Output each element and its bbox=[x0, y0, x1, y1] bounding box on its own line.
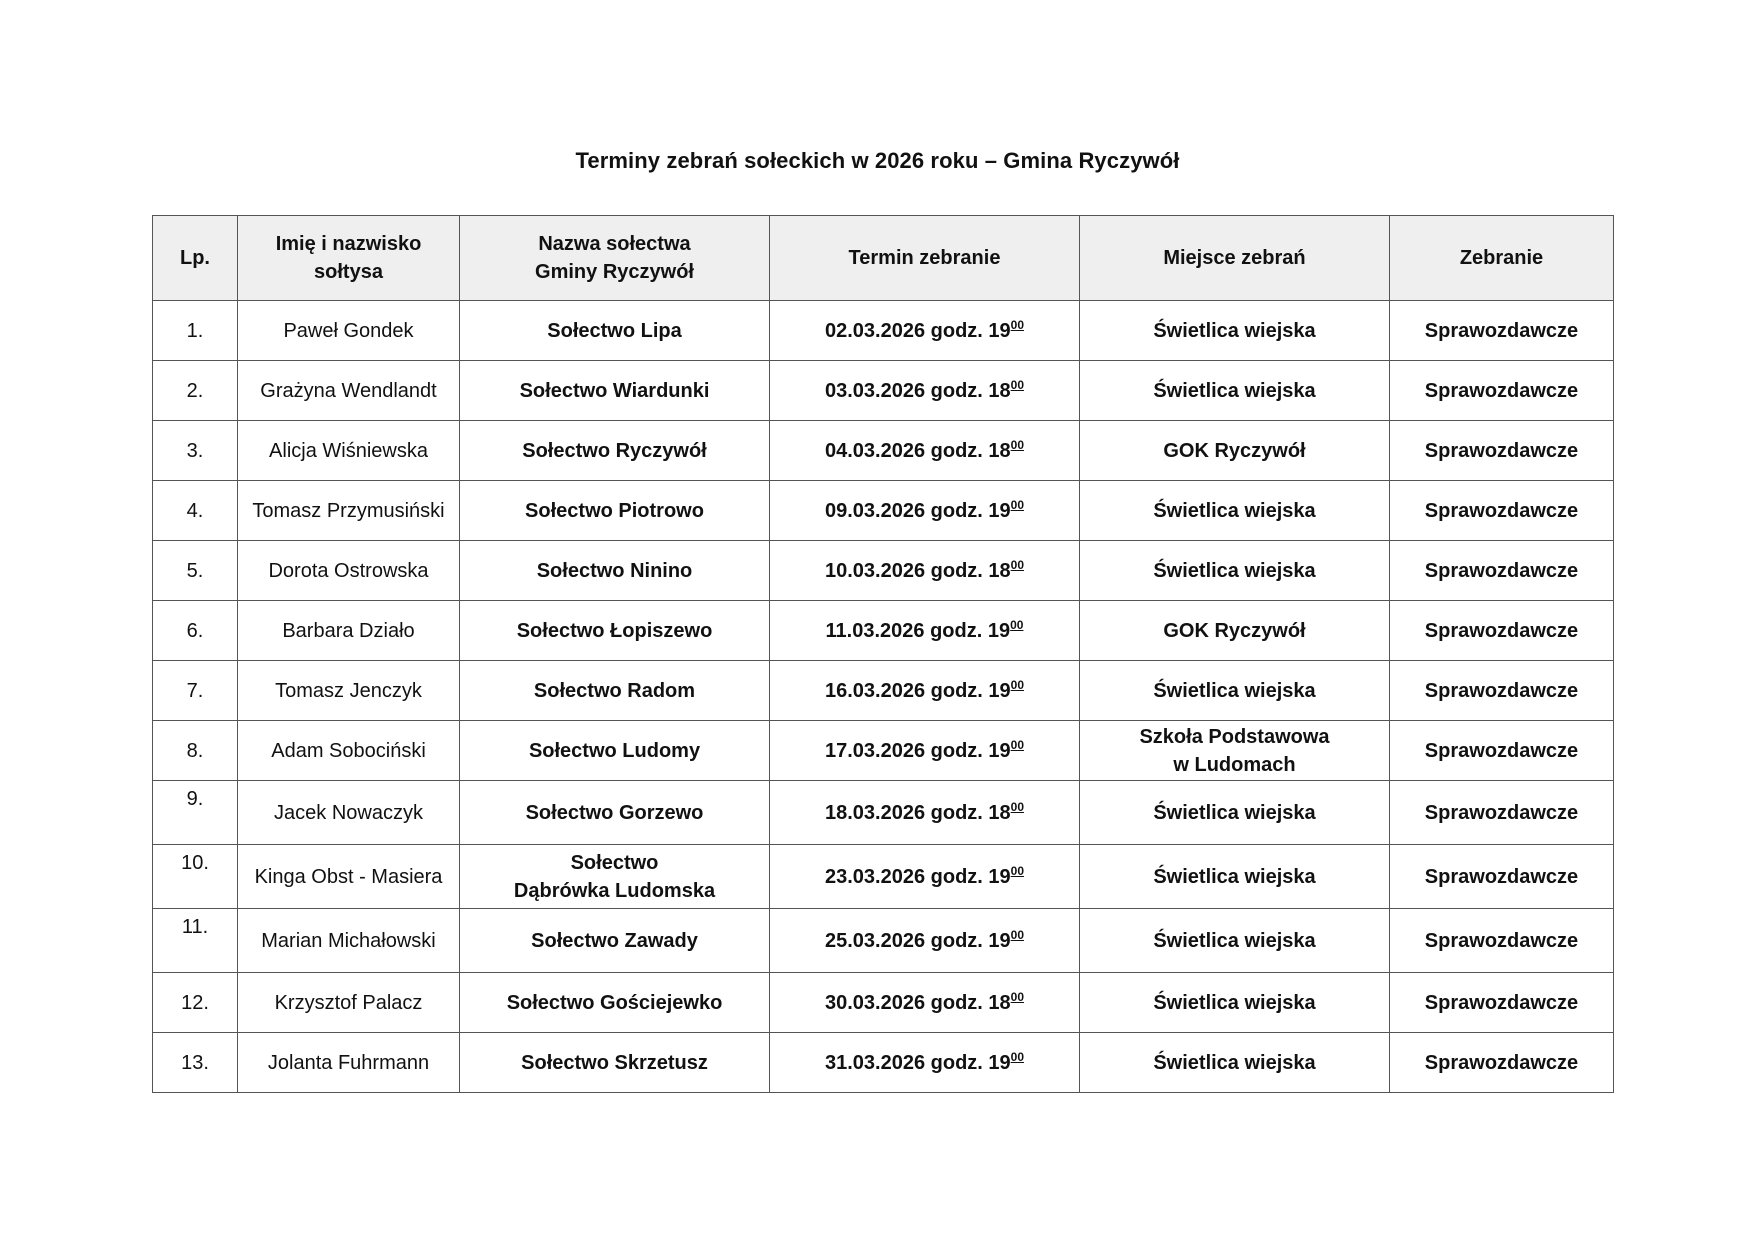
cell-place bbox=[1080, 845, 1390, 909]
cell-soltys-name: Jolanta Fuhrmann bbox=[238, 1033, 460, 1093]
cell-meeting-type: Sprawozdawcze bbox=[1390, 481, 1614, 541]
cell-place bbox=[1080, 973, 1390, 1033]
cell-village bbox=[460, 973, 770, 1033]
place-line: GOK Ryczywół bbox=[1163, 619, 1306, 642]
village-line: Sołectwo Wiardunki bbox=[519, 379, 710, 402]
table-row bbox=[153, 973, 1614, 1033]
meeting-minutes: 00 bbox=[1010, 989, 1025, 1004]
header-type bbox=[1390, 216, 1614, 301]
cell-place bbox=[1080, 301, 1390, 361]
table-row bbox=[153, 361, 1614, 421]
header-village-line-2: Gminy Ryczywół bbox=[535, 261, 694, 283]
cell-meeting-type: Sprawozdawcze bbox=[1390, 1033, 1614, 1093]
cell-village bbox=[460, 721, 770, 781]
header-place bbox=[1080, 216, 1390, 301]
table-row bbox=[153, 661, 1614, 721]
cell-lp: 13. bbox=[153, 1033, 238, 1093]
header-date bbox=[770, 216, 1080, 301]
meeting-minutes: 00 bbox=[1010, 863, 1025, 878]
meeting-minutes: 00 bbox=[1010, 377, 1025, 392]
cell-date bbox=[770, 421, 1080, 481]
meeting-date: 03.03.2026 godz. 18 bbox=[824, 379, 1011, 402]
place-line: Świetlica wiejska bbox=[1153, 991, 1316, 1014]
place-line: Świetlica wiejska bbox=[1153, 801, 1316, 824]
village-line: Sołectwo Ryczywół bbox=[522, 439, 707, 462]
cell-place bbox=[1080, 481, 1390, 541]
village-line: Sołectwo Gościejewko bbox=[506, 991, 723, 1014]
cell-meeting-type: Sprawozdawcze bbox=[1390, 973, 1614, 1033]
cell-meeting-type: Sprawozdawcze bbox=[1390, 661, 1614, 721]
table-row bbox=[153, 845, 1614, 909]
header-place-label: Miejsce zebrań bbox=[1163, 247, 1306, 269]
meeting-minutes: 00 bbox=[1010, 557, 1025, 572]
cell-meeting-type: Sprawozdawcze bbox=[1390, 301, 1614, 361]
village-line: Sołectwo Ninino bbox=[536, 559, 693, 582]
meeting-date: 16.03.2026 godz. 19 bbox=[824, 679, 1011, 702]
header-village-line-1: Nazwa sołectwa bbox=[538, 233, 691, 255]
cell-date bbox=[770, 781, 1080, 845]
village-line: Sołectwo Skrzetusz bbox=[521, 1051, 708, 1074]
table-row bbox=[153, 909, 1614, 973]
cell-date bbox=[770, 909, 1080, 973]
meeting-minutes: 00 bbox=[1010, 1049, 1025, 1064]
header-lp-label: Lp. bbox=[180, 247, 210, 269]
meeting-date: 18.03.2026 godz. 18 bbox=[824, 801, 1011, 824]
meeting-date: 25.03.2026 godz. 19 bbox=[824, 929, 1011, 952]
cell-lp: 9. bbox=[153, 781, 238, 845]
cell-place bbox=[1080, 721, 1390, 781]
cell-lp: 5. bbox=[153, 541, 238, 601]
cell-meeting-type: Sprawozdawcze bbox=[1390, 541, 1614, 601]
village-line: Dąbrówka Ludomska bbox=[513, 879, 716, 902]
header-lp bbox=[153, 216, 238, 301]
village-line: Sołectwo Gorzewo bbox=[525, 801, 704, 824]
cell-meeting-type: Sprawozdawcze bbox=[1390, 781, 1614, 845]
meeting-date: 09.03.2026 godz. 19 bbox=[824, 499, 1011, 522]
meeting-minutes: 00 bbox=[1010, 437, 1025, 452]
table-row bbox=[153, 601, 1614, 661]
table-row bbox=[153, 1033, 1614, 1093]
cell-place bbox=[1080, 361, 1390, 421]
meeting-date: 11.03.2026 godz. 19 bbox=[825, 619, 1011, 642]
meeting-date: 17.03.2026 godz. 19 bbox=[824, 739, 1011, 762]
place-line: Świetlica wiejska bbox=[1153, 679, 1316, 702]
cell-lp: 10. bbox=[153, 845, 238, 909]
cell-soltys-name: Marian Michałowski bbox=[238, 909, 460, 973]
cell-lp: 12. bbox=[153, 973, 238, 1033]
table-header-row bbox=[153, 216, 1614, 301]
cell-soltys-name: Paweł Gondek bbox=[238, 301, 460, 361]
cell-date bbox=[770, 973, 1080, 1033]
cell-soltys-name: Barbara Działo bbox=[238, 601, 460, 661]
cell-soltys-name: Krzysztof Palacz bbox=[238, 973, 460, 1033]
place-line: Szkoła Podstawowa bbox=[1139, 725, 1330, 748]
meeting-minutes: 00 bbox=[1010, 497, 1025, 512]
cell-place bbox=[1080, 1033, 1390, 1093]
table-row bbox=[153, 481, 1614, 541]
village-line: Sołectwo Łopiszewo bbox=[516, 619, 713, 642]
place-line: GOK Ryczywół bbox=[1163, 439, 1306, 462]
table-row bbox=[153, 301, 1614, 361]
cell-village bbox=[460, 301, 770, 361]
cell-date bbox=[770, 661, 1080, 721]
cell-lp: 6. bbox=[153, 601, 238, 661]
meeting-date: 31.03.2026 godz. 19 bbox=[824, 1051, 1011, 1074]
cell-village bbox=[460, 781, 770, 845]
meeting-date: 04.03.2026 godz. 18 bbox=[824, 439, 1011, 462]
cell-date bbox=[770, 301, 1080, 361]
cell-soltys-name: Tomasz Jenczyk bbox=[238, 661, 460, 721]
cell-place bbox=[1080, 541, 1390, 601]
meeting-date: 02.03.2026 godz. 19 bbox=[824, 319, 1011, 342]
cell-village bbox=[460, 541, 770, 601]
cell-village bbox=[460, 1033, 770, 1093]
village-line: Sołectwo bbox=[570, 851, 659, 874]
header-name bbox=[238, 216, 460, 301]
cell-lp: 11. bbox=[153, 909, 238, 973]
header-type-label: Zebranie bbox=[1459, 247, 1544, 269]
table-row bbox=[153, 721, 1614, 781]
place-line: Świetlica wiejska bbox=[1153, 319, 1316, 342]
table-row bbox=[153, 781, 1614, 845]
place-line: Świetlica wiejska bbox=[1153, 379, 1316, 402]
meeting-date: 30.03.2026 godz. 18 bbox=[824, 991, 1011, 1014]
cell-meeting-type: Sprawozdawcze bbox=[1390, 361, 1614, 421]
cell-soltys-name: Adam Sobociński bbox=[238, 721, 460, 781]
place-line: Świetlica wiejska bbox=[1153, 559, 1316, 582]
cell-lp: 1. bbox=[153, 301, 238, 361]
place-line: w Ludomach bbox=[1173, 753, 1296, 776]
cell-place bbox=[1080, 909, 1390, 973]
meeting-minutes: 00 bbox=[1010, 617, 1024, 632]
village-line: Sołectwo Zawady bbox=[531, 929, 698, 952]
cell-village bbox=[460, 845, 770, 909]
cell-date bbox=[770, 845, 1080, 909]
village-line: Sołectwo Radom bbox=[533, 679, 696, 702]
meetings-table bbox=[152, 215, 1614, 1093]
cell-village bbox=[460, 421, 770, 481]
village-line: Sołectwo Piotrowo bbox=[525, 499, 704, 522]
cell-meeting-type: Sprawozdawcze bbox=[1390, 909, 1614, 973]
header-name-line-1: Imię i nazwisko bbox=[275, 233, 422, 255]
place-line: Świetlica wiejska bbox=[1153, 1051, 1316, 1074]
cell-date bbox=[770, 361, 1080, 421]
place-line: Świetlica wiejska bbox=[1153, 865, 1316, 888]
meeting-date: 10.03.2026 godz. 18 bbox=[824, 559, 1011, 582]
document-title: Terminy zebrań sołeckich w 2026 roku – Gmina Ryczywół bbox=[575, 148, 1180, 173]
cell-village bbox=[460, 601, 770, 661]
cell-village bbox=[460, 661, 770, 721]
cell-date bbox=[770, 601, 1080, 661]
cell-lp: 2. bbox=[153, 361, 238, 421]
meeting-minutes: 00 bbox=[1010, 317, 1025, 332]
cell-place bbox=[1080, 601, 1390, 661]
cell-date bbox=[770, 541, 1080, 601]
cell-soltys-name: Dorota Ostrowska bbox=[238, 541, 460, 601]
cell-meeting-type: Sprawozdawcze bbox=[1390, 721, 1614, 781]
meeting-minutes: 00 bbox=[1010, 799, 1025, 814]
place-line: Świetlica wiejska bbox=[1153, 499, 1316, 522]
header-date-label: Termin zebranie bbox=[848, 247, 1001, 269]
cell-place bbox=[1080, 661, 1390, 721]
cell-meeting-type: Sprawozdawcze bbox=[1390, 601, 1614, 661]
table-row bbox=[153, 541, 1614, 601]
meeting-minutes: 00 bbox=[1010, 927, 1025, 942]
cell-meeting-type: Sprawozdawcze bbox=[1390, 421, 1614, 481]
cell-lp: 4. bbox=[153, 481, 238, 541]
cell-date bbox=[770, 1033, 1080, 1093]
table-row bbox=[153, 421, 1614, 481]
cell-date bbox=[770, 481, 1080, 541]
cell-soltys-name: Jacek Nowaczyk bbox=[238, 781, 460, 845]
meeting-minutes: 00 bbox=[1010, 737, 1025, 752]
cell-soltys-name: Alicja Wiśniewska bbox=[238, 421, 460, 481]
cell-village bbox=[460, 909, 770, 973]
cell-village bbox=[460, 481, 770, 541]
cell-soltys-name: Tomasz Przymusiński bbox=[238, 481, 460, 541]
cell-lp: 3. bbox=[153, 421, 238, 481]
cell-village bbox=[460, 361, 770, 421]
header-name-line-2: sołtysa bbox=[314, 261, 383, 283]
cell-place bbox=[1080, 421, 1390, 481]
cell-place bbox=[1080, 781, 1390, 845]
cell-lp: 7. bbox=[153, 661, 238, 721]
cell-meeting-type: Sprawozdawcze bbox=[1390, 845, 1614, 909]
header-village bbox=[460, 216, 770, 301]
cell-soltys-name: Kinga Obst - Masiera bbox=[238, 845, 460, 909]
meeting-minutes: 00 bbox=[1010, 677, 1025, 692]
village-line: Sołectwo Ludomy bbox=[528, 739, 701, 762]
meeting-date: 23.03.2026 godz. 19 bbox=[824, 865, 1011, 888]
village-line: Sołectwo Lipa bbox=[547, 319, 682, 342]
cell-soltys-name: Grażyna Wendlandt bbox=[238, 361, 460, 421]
cell-lp: 8. bbox=[153, 721, 238, 781]
cell-date bbox=[770, 721, 1080, 781]
place-line: Świetlica wiejska bbox=[1153, 929, 1316, 952]
